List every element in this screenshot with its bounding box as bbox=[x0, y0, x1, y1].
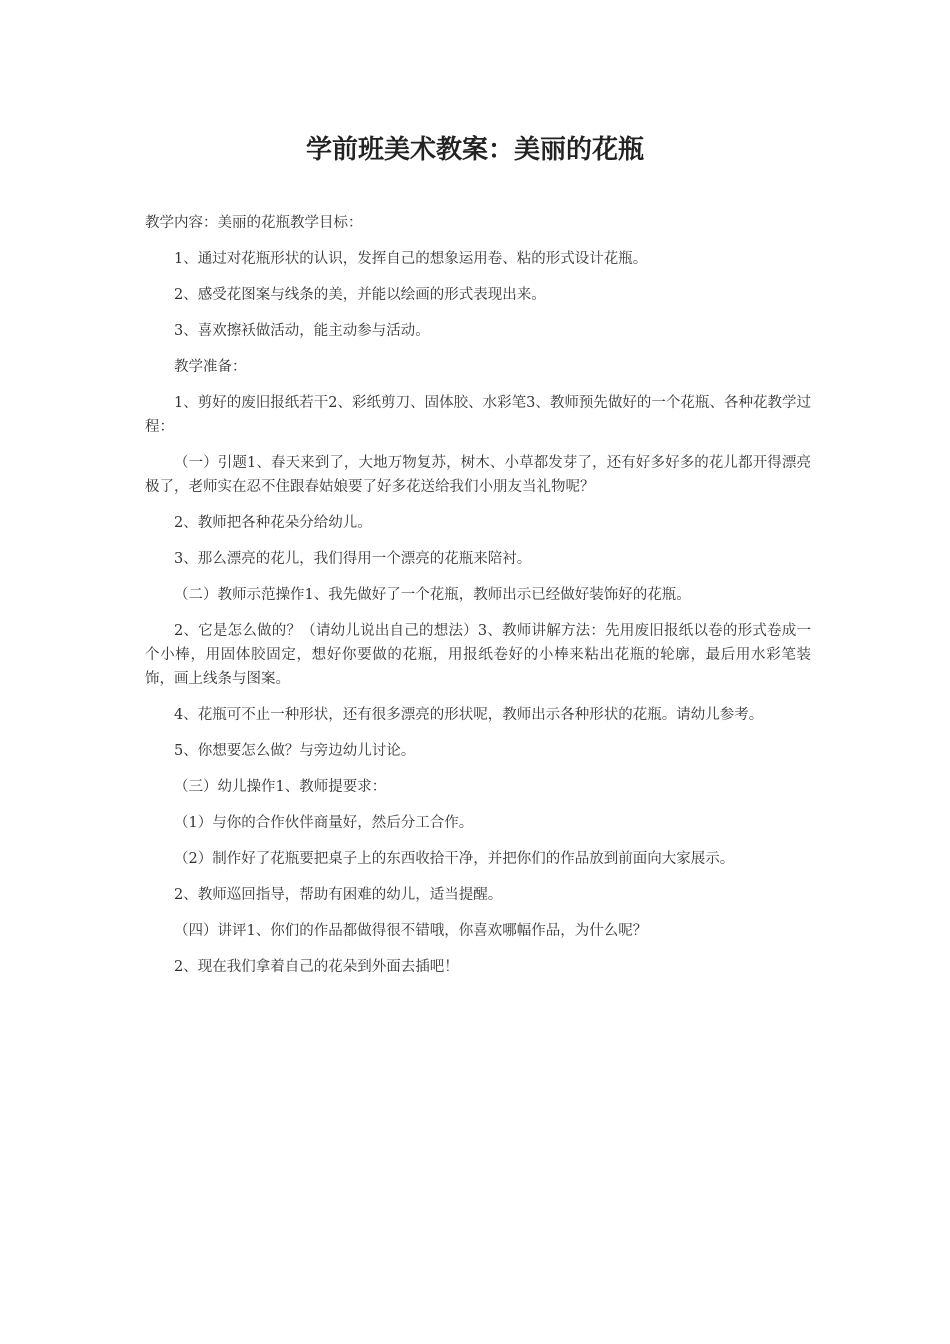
paragraph-preparation-items: 1、剪好的废旧报纸若干2、彩纸剪刀、固体胶、水彩笔3、教师预先做好的一个花瓶、各种花教学过程： bbox=[145, 395, 811, 435]
paragraph-goal-2: 2、感受花图案与线条的美，并能以绘画的形式表现出来。 bbox=[174, 287, 546, 303]
paragraph-step-3-req-1: （1）与你的合作伙伴商量好，然后分工合作。 bbox=[174, 815, 474, 831]
paragraph-step-1-2: 2、教师把各种花朵分给幼儿。 bbox=[174, 515, 372, 531]
document-body bbox=[145, 211, 811, 991]
paragraph-step-1-intro: （一）引题1、春天来到了，大地万物复苏，树木、小草都发芽了，还有好多好多的花儿都开得漂亮极了，老师实在忍不住跟春姑娘要了好多花送给我们小朋友当礼物呢？ bbox=[145, 455, 811, 495]
paragraph-goal-1: 1、通过对花瓶形状的认识，发挥自己的想象运用卷、粘的形式设计花瓶。 bbox=[174, 251, 648, 267]
paragraph-step-3-req-2: （2）制作好了花瓶要把桌子上的东西收拾干净，并把你们的作品放到前面向大家展示。 bbox=[174, 851, 735, 867]
paragraph-step-2-demo: （二）教师示范操作1、我先做好了一个花瓶，教师出示已经做好装饰好的花瓶。 bbox=[174, 587, 691, 603]
paragraph-step-2-method: 2、它是怎么做的？（请幼儿说出自己的想法）3、教师讲解方法：先用废旧报纸以卷的形式卷成一个小棒，用固体胶固定，想好你要做的花瓶，用报纸卷好的小棒来粘出花瓶的轮廓，最后用水彩笔装饰，画上线条与图案。 bbox=[145, 623, 811, 687]
paragraph-step-2-5: 5、你想要怎么做？与旁边幼儿讨论。 bbox=[174, 743, 416, 759]
paragraph-content-and-goals: 教学内容：美丽的花瓶教学目标： bbox=[145, 215, 363, 231]
paragraph-step-4-review: （四）讲评1、你们的作品都做得很不错哦，你喜欢哪幅作品，为什么呢？ bbox=[174, 923, 648, 939]
paragraph-step-2-4: 4、花瓶可不止一种形状，还有很多漂亮的形状呢，教师出示各种形状的花瓶。请幼儿参考。 bbox=[174, 707, 764, 723]
paragraph-step-1-3: 3、那么漂亮的花儿，我们得用一个漂亮的花瓶来陪衬。 bbox=[174, 551, 532, 567]
paragraph-step-3-2: 2、教师巡回指导，帮助有困难的幼儿，适当提醒。 bbox=[174, 887, 503, 903]
paragraph-step-3-operation: （三）幼儿操作1、教师提要求： bbox=[174, 779, 387, 795]
document-title: 学前班美术教案：美丽的花瓶 bbox=[305, 135, 644, 165]
paragraph-goal-3: 3、喜欢擦袄做活动，能主动参与活动。 bbox=[174, 323, 430, 339]
paragraph-step-4-2: 2、现在我们拿着自己的花朵到外面去插吧！ bbox=[174, 959, 459, 975]
paragraph-preparation-heading: 教学准备： bbox=[174, 359, 247, 375]
